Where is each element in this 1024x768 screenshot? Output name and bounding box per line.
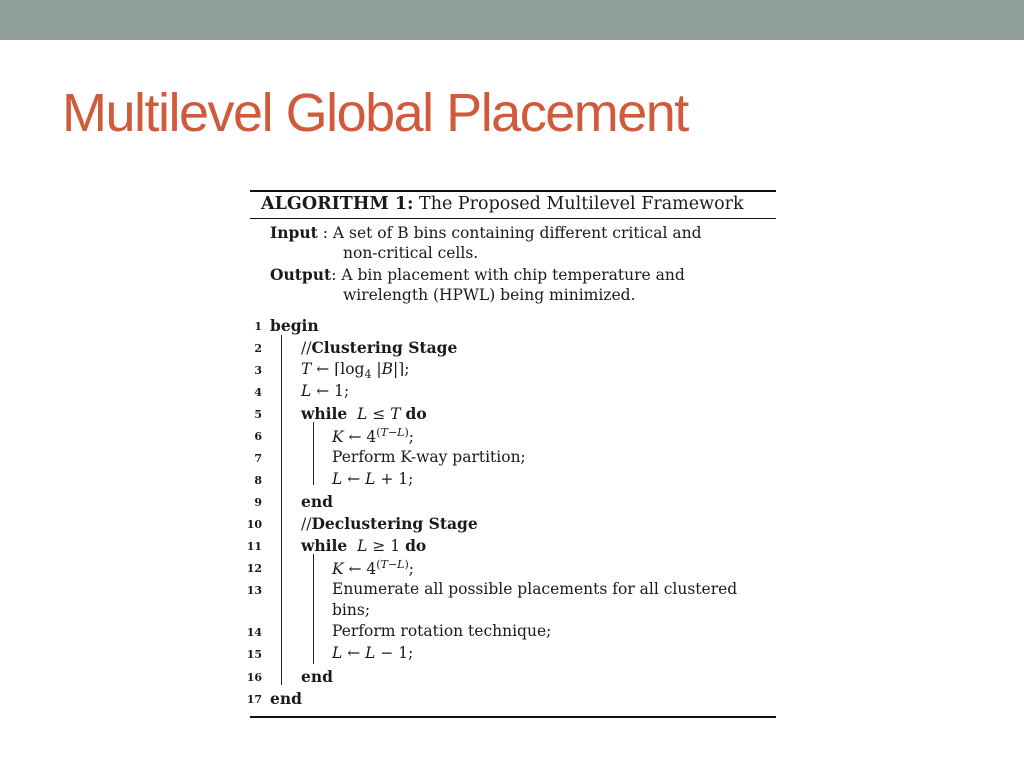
line-number: 2 — [254, 342, 262, 355]
indent-guide-while-2 — [313, 554, 314, 664]
code-line-11: while L ≥ 1 do — [301, 536, 427, 555]
code-line-7: Perform K-way partition; — [332, 448, 526, 466]
code-line-4: L ← 1; — [301, 382, 350, 400]
code-line-8: L ← L + 1; — [332, 470, 414, 488]
algorithm-caption — [261, 194, 744, 214]
code-line-10: //Declustering Stage — [301, 514, 478, 533]
algorithm-label: ALGORITHM 1: — [261, 194, 414, 214]
output-line-1 — [270, 265, 685, 284]
input-text-2: non-critical cells. — [343, 244, 479, 262]
top-rule — [250, 190, 776, 192]
code-line-1: begin — [270, 316, 319, 335]
indent-guide-while-1 — [313, 422, 314, 485]
line-number: 9 — [254, 496, 262, 509]
line-number: 11 — [246, 540, 262, 553]
code-line-3: T ← $⌈\log_4$ |B|⌉; — [301, 360, 410, 382]
algorithm-name: The Proposed Multilevel Framework — [419, 194, 744, 214]
input-text-1: : A set of B bins containing different critical and — [317, 224, 702, 242]
header-rule — [250, 218, 776, 219]
bottom-rule — [250, 716, 776, 718]
code-line-12: K ← $4^{(T-L)}$; — [332, 558, 414, 579]
code-line-13: Enumerate all possible placements for all clustered — [332, 580, 738, 598]
code-line-9: end — [301, 492, 333, 511]
code-line-14: Perform rotation technique; — [332, 622, 552, 640]
line-number: 7 — [254, 452, 262, 465]
line-number: 6 — [254, 430, 262, 443]
code-line-6: K ← $4^{(T-L)}$; — [332, 426, 414, 447]
code-line-15: L ← L − 1; — [332, 644, 414, 662]
line-number: 4 — [254, 386, 262, 399]
line-number: 17 — [246, 693, 262, 706]
indent-guide-begin — [281, 335, 282, 685]
line-number: 15 — [246, 648, 262, 661]
line-number: 1 — [254, 320, 262, 333]
line-number: 13 — [246, 584, 262, 597]
code-line-16: end — [301, 667, 333, 686]
line-number: 10 — [246, 518, 262, 531]
output-text-2: wirelength (HPWL) being minimized. — [343, 286, 636, 304]
line-number: 16 — [246, 671, 262, 684]
code-line-13-cont: bins; — [332, 601, 371, 619]
input-line-1 — [270, 223, 702, 242]
code-line-17: end — [270, 689, 302, 708]
top-accent-bar — [0, 0, 1024, 40]
line-number: 14 — [246, 626, 262, 639]
code-line-5: while L ≤ T do — [301, 404, 427, 423]
line-number: 8 — [254, 474, 262, 487]
line-number: 3 — [254, 364, 262, 377]
slide-title: Multilevel Global Placement — [62, 83, 688, 143]
output-text-1: : A bin placement with chip temperature and — [331, 266, 685, 284]
line-number: 12 — [246, 562, 262, 575]
input-key: Input — [270, 223, 318, 242]
line-number: 5 — [254, 408, 262, 421]
code-line-2: //Clustering Stage — [301, 338, 458, 357]
output-key: Output — [270, 265, 332, 284]
